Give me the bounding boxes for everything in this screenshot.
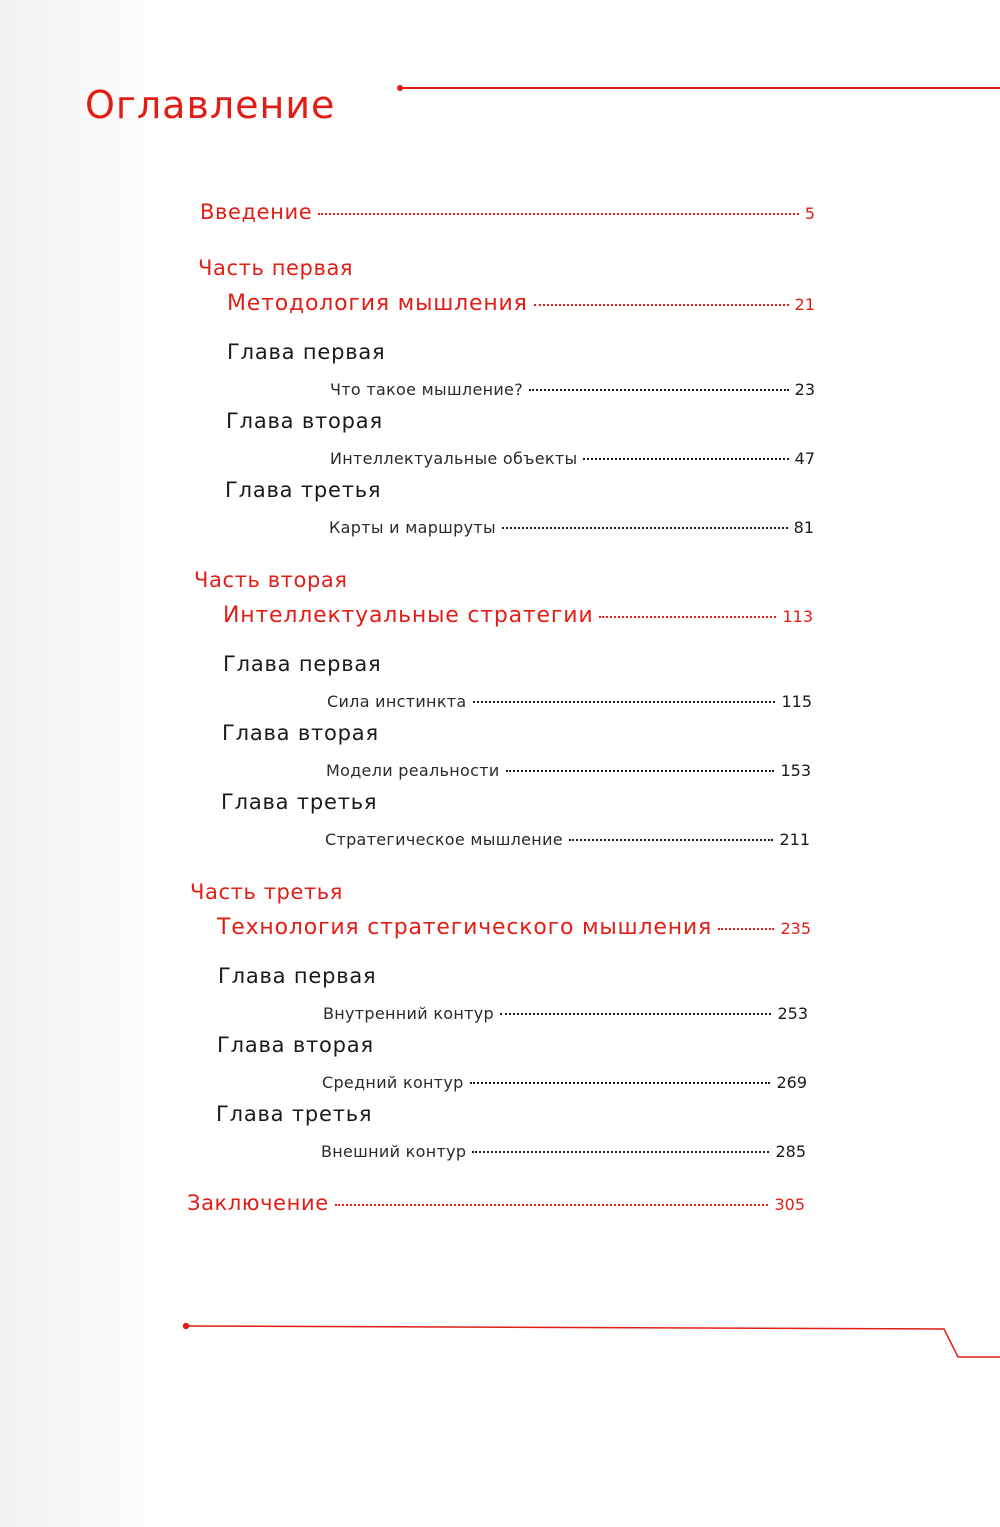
toc-entry-part-1-section[interactable] xyxy=(227,291,815,316)
part-3-chapter-2-label: Глава вторая xyxy=(217,1033,374,1057)
dot-leader xyxy=(470,1082,771,1084)
toc-entry-part-1-chapter-1[interactable] xyxy=(330,380,815,399)
part-1-label: Часть первая xyxy=(198,256,354,280)
bottom-rule xyxy=(0,1310,1000,1370)
top-rule xyxy=(400,87,1000,89)
part-3-chapter-2-title: Средний контур xyxy=(322,1073,464,1092)
part-3-chapter-3-page: 285 xyxy=(775,1142,806,1161)
toc-entry-part-3-chapter-3[interactable] xyxy=(321,1142,806,1161)
part-2-chapter-1-label: Глава первая xyxy=(223,652,382,676)
part-2-chapter-3-label: Глава третья xyxy=(221,790,378,814)
part-3-chapter-3-label: Глава третья xyxy=(216,1102,373,1126)
part-2-chapter-3-title: Стратегическое мышление xyxy=(325,830,563,849)
part-1-chapter-2-label: Глава вторая xyxy=(226,409,383,433)
dot-leader xyxy=(500,1013,771,1015)
toc-entry-part-1-chapter-2[interactable] xyxy=(330,449,815,468)
toc-entry-intro[interactable] xyxy=(200,200,815,224)
dot-leader xyxy=(506,770,775,772)
dot-leader xyxy=(529,389,789,391)
page-fold-shadow xyxy=(0,0,170,1527)
toc-entry-part-3-chapter-2[interactable] xyxy=(322,1073,807,1092)
part-1-chapter-1-title: Что такое мышление? xyxy=(330,380,523,399)
toc-entry-part-2-section[interactable] xyxy=(223,603,813,628)
part-1-chapter-1-label: Глава первая xyxy=(227,340,386,364)
part-1-chapter-3-label: Глава третья xyxy=(225,478,382,502)
intro-page: 5 xyxy=(804,204,815,223)
toc-entry-part-3-section[interactable] xyxy=(217,915,811,940)
toc-entry-part-2-chapter-2[interactable] xyxy=(326,761,811,780)
part-1-chapter-2-title: Интеллектуальные объекты xyxy=(330,449,578,468)
part-1-chapter-2-page: 47 xyxy=(794,449,815,468)
dot-leader xyxy=(473,701,776,703)
part-1-chapter-3-title: Карты и маршруты xyxy=(329,518,496,537)
dot-leader xyxy=(583,458,788,460)
part-2-section-label: Интеллектуальные стратегии xyxy=(223,603,594,628)
conclusion-page: 305 xyxy=(774,1195,805,1214)
part-1-chapter-3-page: 81 xyxy=(793,518,814,537)
part-2-chapter-2-title: Модели реальности xyxy=(326,761,500,780)
conclusion-label: Заключение xyxy=(187,1191,329,1215)
part-2-chapter-1-title: Сила инстинкта xyxy=(327,692,467,711)
part-2-chapter-2-page: 153 xyxy=(780,761,811,780)
part-3-section-label: Технология стратегического мышления xyxy=(217,915,713,940)
dot-leader xyxy=(569,839,774,841)
toc-entry-part-2-chapter-3[interactable] xyxy=(325,830,810,849)
part-2-label: Часть вторая xyxy=(194,568,348,592)
dot-leader xyxy=(718,928,774,930)
toc-entry-conclusion[interactable] xyxy=(187,1191,805,1215)
part-2-chapter-1-page: 115 xyxy=(781,692,812,711)
part-2-section-page: 113 xyxy=(782,607,813,626)
dot-leader xyxy=(335,1204,769,1206)
part-3-chapter-1-title: Внутренний контур xyxy=(323,1004,494,1023)
page-title: Оглавление xyxy=(85,83,336,128)
part-2-chapter-2-label: Глава вторая xyxy=(222,721,379,745)
part-1-section-page: 21 xyxy=(794,295,815,314)
part-3-chapter-1-page: 253 xyxy=(777,1004,808,1023)
part-3-chapter-2-page: 269 xyxy=(776,1073,807,1092)
part-1-chapter-1-page: 23 xyxy=(794,380,815,399)
part-3-chapter-3-title: Внешний контур xyxy=(321,1142,467,1161)
dot-leader xyxy=(318,213,799,215)
bottom-rule-line xyxy=(186,1326,1000,1357)
toc-entry-part-2-chapter-1[interactable] xyxy=(327,692,812,711)
part-1-section-label: Методология мышления xyxy=(227,291,528,316)
part-3-label: Часть третья xyxy=(190,880,344,904)
dot-leader xyxy=(472,1151,769,1153)
dot-leader xyxy=(502,527,788,529)
part-3-section-page: 235 xyxy=(780,919,811,938)
intro-label: Введение xyxy=(200,200,313,224)
toc-entry-part-3-chapter-1[interactable] xyxy=(323,1004,808,1023)
part-3-chapter-1-label: Глава первая xyxy=(218,964,377,988)
dot-leader xyxy=(534,304,789,306)
dot-leader xyxy=(599,616,776,618)
toc-entry-part-1-chapter-3[interactable] xyxy=(329,518,814,537)
part-2-chapter-3-page: 211 xyxy=(779,830,810,849)
